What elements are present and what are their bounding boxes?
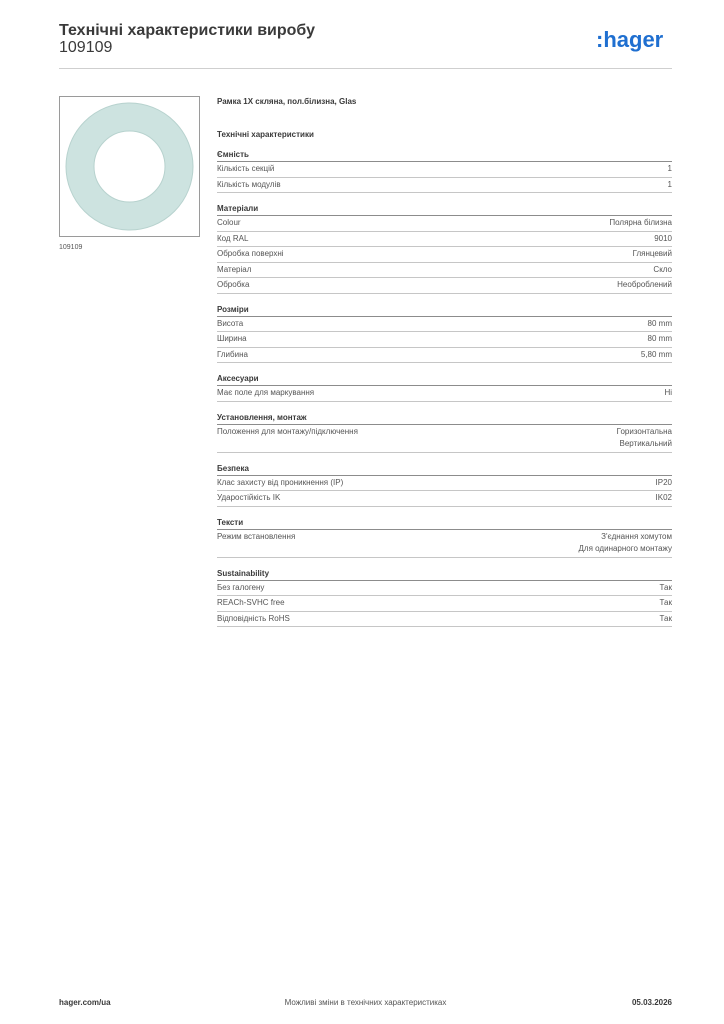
svg-text::hager: :hager <box>596 28 664 52</box>
spec-value-line: 1 <box>667 164 672 173</box>
spec-row <box>217 247 672 263</box>
spec-row <box>217 317 672 333</box>
image-caption: 109109 <box>59 244 83 251</box>
spec-value <box>653 264 672 277</box>
spec-value-line: Горизонтальна <box>616 426 672 436</box>
spec-value <box>641 349 672 362</box>
spec-label: Матеріал <box>217 264 252 274</box>
spec-value-line: Так <box>659 582 672 592</box>
spec-value-line: Необроблений <box>617 280 672 289</box>
spec-row <box>217 612 672 628</box>
spec-label: Colour <box>217 218 241 227</box>
spec-value-line: Полярна білизна <box>609 218 672 227</box>
spec-label: Без галогену <box>217 582 265 592</box>
spec-value <box>579 531 672 556</box>
spec-value <box>648 318 672 331</box>
spec-value-line: Глянцевий <box>632 249 672 258</box>
spec-label: Режим встановлення <box>217 531 296 541</box>
page-title: Технічні характеристики виробу <box>59 22 315 39</box>
spec-value-line: 80 mm <box>647 318 672 328</box>
footer-notice: Можливі зміни в технічних характеристиках <box>284 998 447 1007</box>
spec-label: Відповідність RoHS <box>217 613 290 623</box>
spec-row <box>217 232 672 248</box>
spec-row <box>217 332 672 348</box>
spec-value-line: З'єднання хомутом <box>601 531 672 541</box>
spec-value-line: Для одинарного монтажу <box>578 544 672 553</box>
spec-value <box>668 163 672 176</box>
spec-label: Код RAL <box>217 233 249 243</box>
spec-value <box>656 492 672 505</box>
spec-row <box>217 162 672 178</box>
spec-label: Клас захисту від проникнення (IP) <box>217 477 344 487</box>
spec-label: Висота <box>217 318 244 328</box>
section-title: Безпека <box>217 463 672 476</box>
spec-value <box>654 233 672 246</box>
footer-date: 05.03.2026 <box>631 998 672 1007</box>
specs-heading: Технічні характеристики <box>217 130 314 139</box>
section-title: Розміри <box>217 304 672 317</box>
spec-row <box>217 491 672 507</box>
spec-value <box>660 582 672 595</box>
spec-label: Кількість модулів <box>217 179 281 189</box>
spec-label: Глибина <box>217 349 248 359</box>
spec-label: Обробка <box>217 280 250 289</box>
header-divider <box>59 68 672 69</box>
spec-label: Положення для монтажу/підключення <box>217 426 358 436</box>
section-title: Установлення, монтаж <box>217 412 672 425</box>
spec-label: REACh-SVHC free <box>217 598 285 607</box>
spec-value <box>656 477 672 490</box>
section-title: Аксесуари <box>217 373 672 386</box>
spec-value-line: Скло <box>653 264 672 274</box>
spec-value <box>609 217 672 230</box>
spec-value <box>660 613 672 626</box>
spec-value-line: Так <box>659 613 672 623</box>
spec-value <box>617 279 672 292</box>
spec-value <box>660 597 672 610</box>
spec-label: Має поле для маркування <box>217 388 315 397</box>
footer-website[interactable]: hager.com/ua <box>59 998 111 1007</box>
product-code: 109109 <box>59 39 113 56</box>
spec-row <box>217 348 672 364</box>
spec-sections <box>217 149 672 627</box>
spec-row <box>217 278 672 294</box>
spec-row <box>217 263 672 279</box>
product-name: Рамка 1X скляна, пол.білизна, Glas <box>217 97 357 106</box>
spec-value-line: 5,80 mm <box>640 349 672 359</box>
spec-label: Ударостійкість IK <box>217 493 281 502</box>
spec-value-line: Так <box>659 598 672 607</box>
spec-value-line: Вертикальний <box>619 439 672 448</box>
section-title: Sustainability <box>217 568 672 581</box>
spec-row <box>217 530 672 558</box>
spec-value <box>668 179 672 192</box>
spec-row <box>217 596 672 612</box>
spec-row <box>217 425 672 453</box>
spec-value-line: 1 <box>667 179 672 189</box>
specifications <box>217 96 672 627</box>
hager-logo <box>596 28 676 54</box>
spec-value-line: IP20 <box>655 477 672 487</box>
spec-value <box>617 426 672 451</box>
section-title: Матеріали <box>217 203 672 216</box>
spec-value-line: Ні <box>664 388 672 397</box>
spec-value-line: IK02 <box>655 493 672 502</box>
product-image <box>59 96 200 237</box>
spec-row <box>217 581 672 597</box>
spec-value-line: 80 mm <box>647 334 672 343</box>
spec-label: Ширина <box>217 334 247 343</box>
spec-row <box>217 386 672 402</box>
spec-row <box>217 216 672 232</box>
spec-value <box>648 333 672 346</box>
spec-value-line: 9010 <box>654 233 672 243</box>
spec-row <box>217 476 672 492</box>
section-title: Тексти <box>217 517 672 530</box>
spec-value <box>633 248 672 261</box>
spec-label: Обробка поверхні <box>217 249 284 258</box>
spec-row <box>217 178 672 194</box>
spec-label: Кількість секцій <box>217 164 275 173</box>
section-title: Ємність <box>217 149 672 162</box>
spec-value <box>664 387 672 400</box>
